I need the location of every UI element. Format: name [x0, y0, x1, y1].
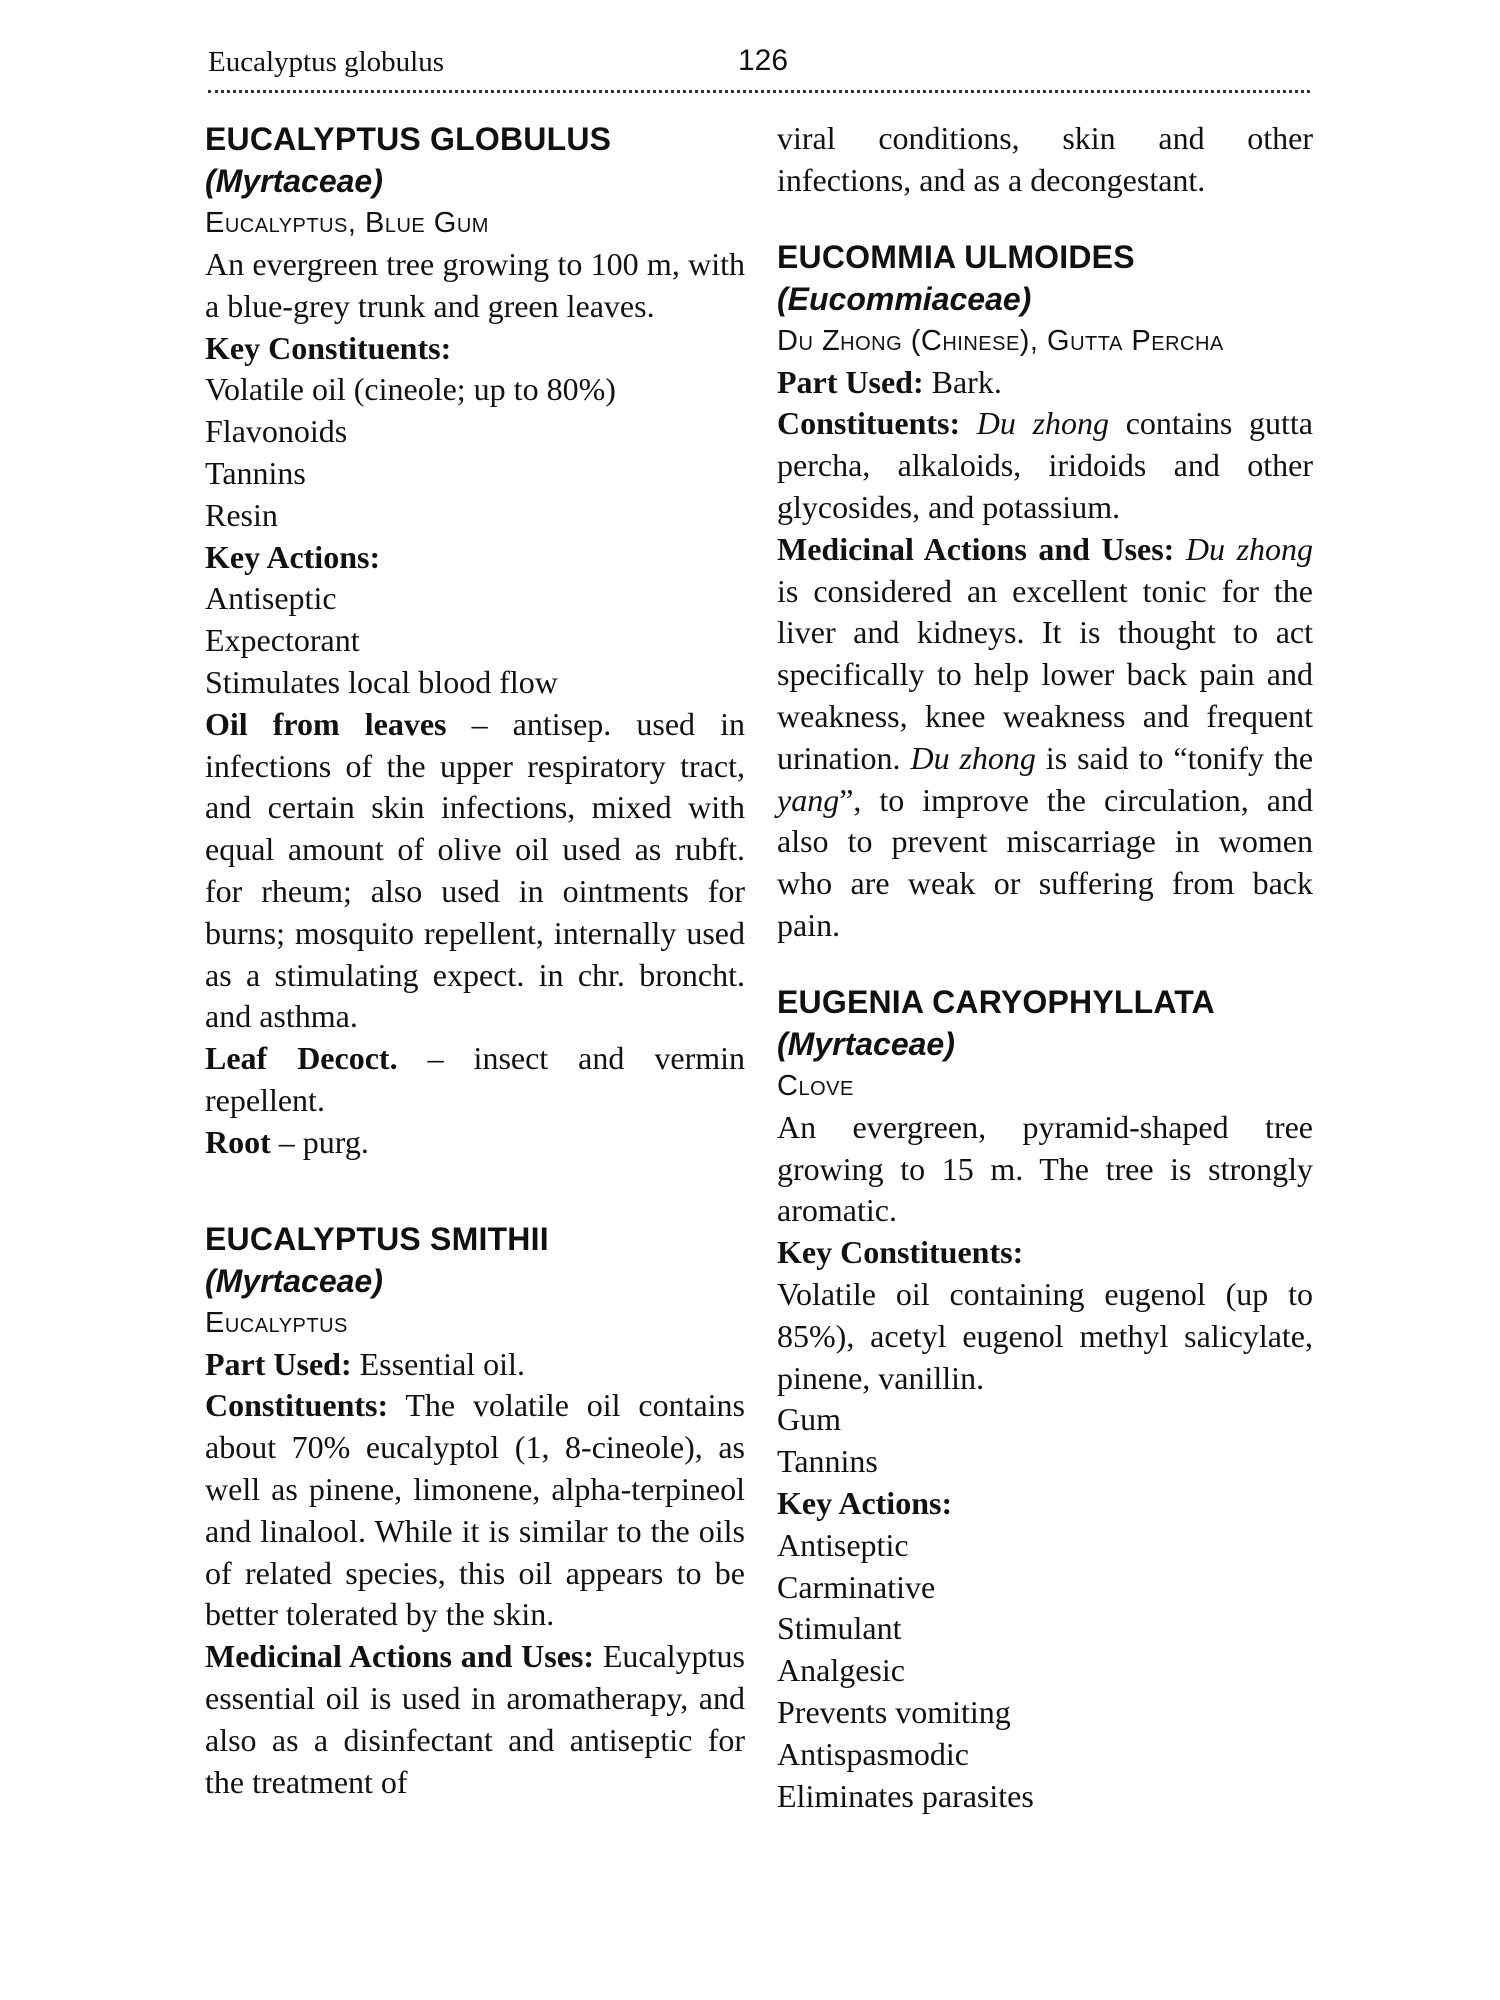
oil-from-leaves-paragraph: Oil from leaves – antisep. used in infections of the upper respiratory tract, and certain skin infections, mixed with equal amount of olive oil used as rubft. for rheum; also used in ointments for burns; mosquito repellent, internally used as a stimulating expect. in chr. broncht. and asthma.: [205, 705, 746, 1035]
entry-eucalyptus-smithii: [205, 1218, 745, 1804]
leaf-decoct-paragraph: Leaf Decoct. – insect and vermin repellent.: [205, 1040, 746, 1118]
action-item: Carminative: [777, 1568, 936, 1605]
constituent-item: Flavonoids: [205, 413, 348, 450]
action-item: Expectorant: [205, 622, 360, 659]
entry-eucommia-ulmoides: [777, 236, 1313, 947]
oil-label: Oil from leaves: [205, 705, 447, 742]
constituent-item: Gum: [777, 1401, 841, 1438]
page-number: 126: [738, 44, 789, 77]
constituents-paragraph: Constituents: Du zhong contains gutta percha, alkaloids, iridoids and other glycosides, and potassium.: [777, 405, 1313, 525]
entry-family: (Myrtaceae): [205, 1262, 383, 1299]
entry-family: (Eucommiaceae): [777, 280, 1032, 317]
common-names: Eucalyptus: [205, 1306, 348, 1339]
key-constituents-heading: Key Constituents:: [205, 329, 452, 366]
constituent-paragraph: Volatile oil containing eugenol (up to 85%), acetyl eugenol methyl salicylate, pinene, vanillin.: [777, 1275, 1313, 1396]
constituent-item: Volatile oil (cineole; up to 80%): [205, 371, 616, 408]
header-dotted-rule: [208, 90, 1310, 93]
common-names: Eucalyptus, Blue Gum: [205, 207, 489, 239]
leaf-label: Leaf Decoct.: [205, 1040, 398, 1077]
constituent-item: Tannins: [777, 1443, 878, 1480]
action-item: Antiseptic: [777, 1526, 909, 1563]
entry-title: EUCALYPTUS SMITHII: [205, 1220, 549, 1257]
entry-family: (Myrtaceae): [205, 163, 383, 199]
entry-description: An evergreen, pyramid-shaped tree growing to 15 m. The tree is strongly aromatic.: [777, 1108, 1313, 1229]
constituents-paragraph: Constituents: The volatile oil contains about 70% eucalyptol (1, 8-cineole), as well as pinene, limonene, alpha-terpineol and linalool. While it is similar to the oils of related species, this oil appears to be better tolerated by the skin.: [205, 1387, 745, 1633]
common-names: Du Zhong (Chinese), Gutta Percha: [777, 324, 1224, 357]
action-item: Stimulates local blood flow: [205, 663, 558, 700]
running-head: [208, 46, 1310, 92]
continued-text: viral conditions, skin and other infections, and as a decongestant.: [777, 120, 1313, 198]
action-item: Analgesic: [777, 1652, 905, 1689]
root-label: Root: [205, 1123, 271, 1160]
common-names: Clove: [777, 1069, 854, 1102]
part-used-paragraph: Part Used: Essential oil.: [205, 1345, 525, 1382]
entry-title: EUGENIA CARYOPHYLLATA: [777, 983, 1215, 1020]
entry-title: EUCOMMIA ULMOIDES: [777, 238, 1135, 275]
medicinal-uses-paragraph: Medicinal Actions and Uses: Eucalyptus essential oil is used in aromatherapy, and also as a disinfectant and antiseptic for the treatment of: [205, 1638, 745, 1800]
entry-eucalyptus-globulus: [205, 118, 745, 1164]
entry-title: EUCALYPTUS GLOBULUS: [205, 121, 612, 157]
entry-description: An evergreen tree growing to 100 m, with a blue-grey trunk and green leaves.: [205, 246, 745, 324]
action-item: Prevents vomiting: [777, 1693, 1011, 1730]
key-actions-heading: Key Actions:: [777, 1484, 953, 1521]
running-title: Eucalyptus globulus: [208, 46, 445, 78]
action-item: Stimulant: [777, 1610, 902, 1647]
action-item: Antispasmodic: [777, 1735, 969, 1772]
action-item: Antiseptic: [205, 580, 337, 617]
root-paragraph: Root – purg.: [205, 1123, 369, 1160]
medicinal-uses-paragraph: Medicinal Actions and Uses: Du zhong is considered an excellent tonic for the liver and kidneys. It is thought to act specifically to help lower back pain and weakness, knee weakness and frequent urination. Du zhong is said to “tonify the yang”, to improve the circulation, and also to prevent miscarriage in women who are weak or suffering from back pain.: [777, 530, 1314, 943]
entry-family: (Myrtaceae): [777, 1025, 955, 1062]
action-item: Eliminates parasites: [777, 1777, 1034, 1814]
key-actions-heading: Key Actions:: [205, 538, 381, 575]
constituent-item: Resin: [205, 496, 278, 533]
entry-eugenia-caryophyllata: [777, 981, 1313, 1818]
constituent-item: Tannins: [205, 454, 306, 491]
part-used-paragraph: Part Used: Bark.: [777, 363, 1002, 400]
key-constituents-heading: Key Constituents:: [777, 1234, 1024, 1271]
left-column: [205, 118, 745, 1803]
right-column: [777, 118, 1313, 1817]
